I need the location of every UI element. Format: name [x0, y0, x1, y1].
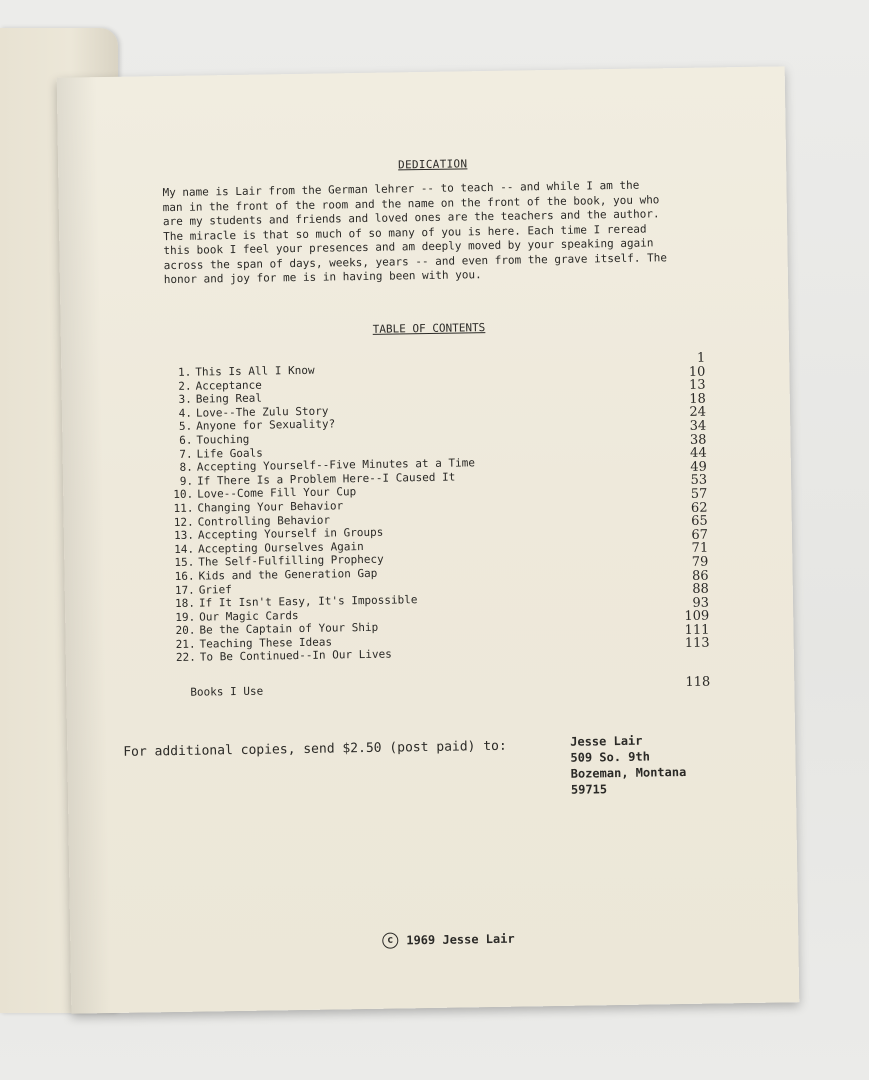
toc-entry-number: 16.: [174, 569, 195, 583]
copyright-text: 1969 Jesse Lair: [406, 931, 515, 948]
dedication-heading: DEDICATION: [398, 157, 468, 172]
toc-entry-number: 7.: [179, 447, 193, 461]
toc-books-title: Books I Use: [190, 684, 264, 699]
book-page: [57, 66, 800, 1013]
toc-entry-title: To Be Continued--In Our Lives: [199, 648, 392, 665]
toc-entry-number: 13.: [173, 528, 194, 543]
toc-entry-number: 11.: [173, 501, 194, 515]
toc-entry-title: Our Magic Cards: [199, 608, 299, 624]
address-street: 509 So. 9th: [570, 749, 651, 765]
toc-entry-title: Love--The Zulu Story: [195, 404, 329, 420]
toc-entry-number: 17.: [174, 583, 195, 597]
toc-entry-title: If There Is a Problem Here--I Caused It: [196, 470, 456, 488]
toc-entry-title: Acceptance: [195, 378, 262, 393]
toc-entry-page: 38: [689, 432, 707, 448]
toc-entry-page: 65: [691, 513, 708, 529]
toc-list: [165, 350, 710, 666]
toc-entry-number: 4.: [178, 406, 193, 420]
copyright-symbol: c: [382, 933, 398, 949]
toc-entry-page: 57: [690, 486, 708, 502]
toc-entry-page: 93: [692, 595, 710, 611]
toc-entry-title: Changing Your Behavior: [197, 499, 344, 515]
toc-entry-title: Accepting Yourself--Five Minutes at a Time: [196, 456, 476, 474]
toc-entry-title: Kids and the Generation Gap: [198, 566, 378, 583]
toc-entry-page: 53: [690, 472, 708, 489]
toc-entry-page: 24: [689, 404, 707, 421]
toc-books-row: [190, 674, 711, 699]
address-name: Jesse Lair: [570, 733, 643, 749]
toc-entry-title: If It Isn't Easy, It's Impossible: [198, 593, 418, 610]
toc-entry-page: 71: [691, 540, 709, 557]
toc-entry-title: Teaching These Ideas: [199, 635, 333, 651]
toc-entry-page: 67: [691, 527, 709, 543]
toc-entry-page: 109: [684, 608, 710, 625]
toc-entry-title: Controlling Behavior: [197, 513, 331, 529]
toc-entry-page: 10: [688, 364, 706, 380]
toc-entry-title: Accepting Ourselves Again: [198, 539, 364, 556]
toc-entry-number: 20.: [175, 623, 196, 638]
toc-entry-number: 1.: [177, 365, 192, 379]
toc-entry-title: Anyone for Sexuality?: [196, 417, 336, 434]
toc-entry-page: 44: [690, 445, 707, 462]
toc-entry-title: Life Goals: [196, 446, 263, 461]
toc-entry-number: 21.: [175, 637, 196, 651]
toc-entry-page: 18: [689, 391, 706, 407]
toc-entry-page: 88: [692, 581, 709, 597]
toc-entry-number: 12.: [173, 515, 194, 529]
toc-entry-page: 1: [696, 350, 706, 366]
toc-entry-number: 22.: [175, 651, 196, 665]
toc-entry-number: 5.: [178, 420, 193, 434]
address-zip: 59715: [570, 782, 608, 797]
toc-entry-number: 19.: [175, 610, 196, 624]
order-address: [570, 732, 687, 798]
toc-entry-number: 10.: [173, 488, 194, 502]
copyright-notice: [382, 931, 515, 949]
toc-entry-number: 2.: [178, 379, 192, 393]
toc-entry-page: 113: [684, 636, 710, 652]
toc-entry-page: 62: [690, 500, 708, 516]
toc-entry-page: 86: [691, 568, 709, 584]
toc-entry-number: 6.: [179, 433, 193, 447]
toc-entry-title: Touching: [196, 432, 250, 447]
toc-entry-title: This Is All I Know: [195, 363, 315, 379]
toc-entry-title: The Self-Fulfilling Prophecy: [198, 553, 384, 569]
toc-entry-number: 8.: [179, 460, 193, 475]
toc-books-page: 118: [685, 674, 711, 690]
toc-entry-number: 14.: [174, 542, 195, 556]
toc-heading: TABLE OF CONTENTS: [372, 321, 486, 336]
toc-entry-title: Grief: [198, 582, 232, 597]
toc-entry-title: Love--Come Fill Your Cup: [197, 485, 357, 501]
toc-entry-number: 3.: [178, 392, 192, 407]
toc-entry-page: 49: [690, 459, 708, 475]
toc-entry-page: 111: [684, 622, 710, 638]
toc-entry-title: Accepting Yourself in Groups: [197, 525, 384, 542]
dedication-paragraph: My name is Lair from the German lehrer -- to teach -- and while I am the man in the front of the room and the name on the front of the book, you who are my students and friends and loved ones are the teachers and the author. The miracle is that so much of so many of you is here. Each time I reread this book I feel your presences and am deeply moved by your speaking again across the span of days, weeks, years -- and even from the grave itself. The honor and joy for me is in having been with you.: [162, 178, 668, 287]
toc-entry-number: 18.: [174, 596, 196, 611]
toc-entry-page: 79: [691, 554, 709, 570]
toc-entry-number: 15.: [174, 555, 195, 570]
toc-entry-title: Be the Captain of Your Ship: [199, 621, 379, 637]
toc-entry-title: Being Real: [195, 391, 263, 406]
order-instructions: For additional copies, send $2.50 (post paid) to:: [123, 738, 507, 760]
toc-entry-page: 13: [688, 377, 706, 394]
address-city: Bozeman, Montana: [570, 764, 687, 781]
toc-entry-page: 34: [689, 418, 707, 434]
toc-entry-number: 9.: [179, 474, 194, 488]
